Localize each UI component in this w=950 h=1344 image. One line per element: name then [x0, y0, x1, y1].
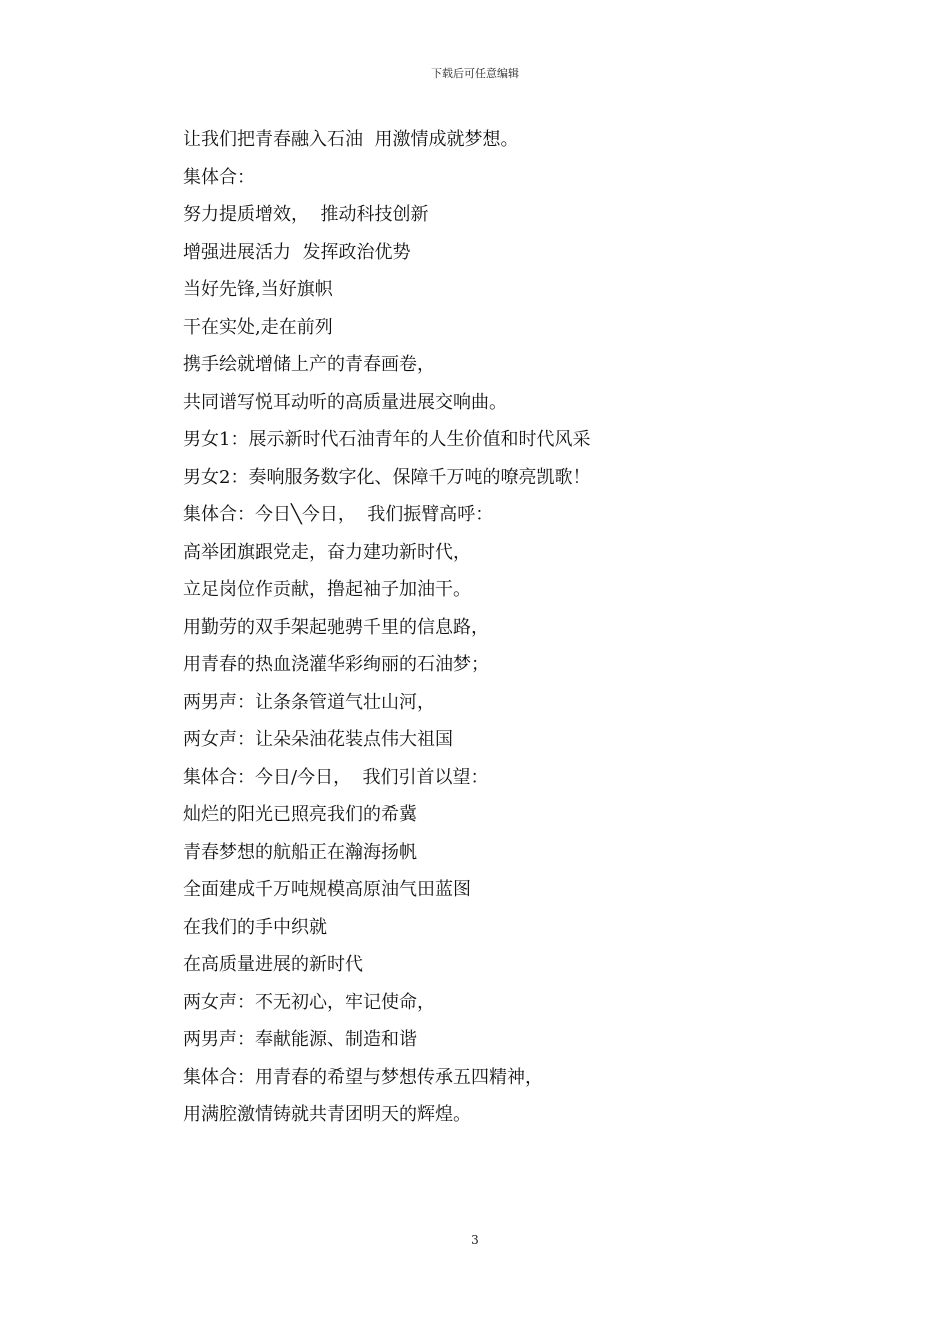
text-line: 高举团旗跟党走，奋力建功新时代， — [183, 541, 471, 563]
text-line: 两女声：不无初心，牢记使命， — [183, 991, 435, 1013]
text-line: 集体合：用青春的希望与梦想传承五四精神， — [183, 1066, 543, 1088]
text-line: 两男声：让条条管道气壮山河， — [183, 691, 435, 713]
text-line: 在我们的手中织就 — [183, 916, 327, 938]
page-header: 下载后可任意编辑 — [431, 67, 519, 80]
page-number: 3 — [471, 1233, 479, 1247]
text-line: 立足岗位作贡献，撸起袖子加油干。 — [183, 579, 471, 600]
text-line: 男女2：奏响服务数字化、保障千万吨的嘹亮凯歌！ — [183, 466, 591, 488]
text-line: 两男声：奉献能源、制造和谐 — [183, 1029, 417, 1050]
text-line: 携手绘就增储上产的青春画卷， — [183, 354, 435, 375]
text-line: 两女声：让朵朵油花装点伟大祖国 — [183, 729, 453, 750]
text-line: 全面建成千万吨规模高原油气田蓝图 — [183, 879, 471, 900]
text-line: 灿烂的阳光已照亮我们的希冀 — [183, 804, 417, 825]
text-line: 让我们把青春融入石油 用激情成就梦想。 — [183, 129, 519, 150]
text-line: 集体合：今日╲今日， 我们振臂高呼： — [183, 504, 494, 525]
text-line: 在高质量进展的新时代 — [183, 954, 363, 975]
text-line: 用勤劳的双手架起驰骋千里的信息路， — [183, 616, 489, 638]
text-line: 用满腔激情铸就共青团明天的辉煌。 — [183, 1104, 471, 1125]
text-line: 增强进展活力 发挥政治优势 — [183, 241, 411, 263]
text-line: 集体合： — [183, 166, 255, 188]
text-line: 当好先锋,当好旗帜 — [183, 279, 333, 300]
text-line: 青春梦想的航船正在瀚海扬帆 — [183, 841, 417, 863]
text-line: 用青春的热血浇灌华彩绚丽的石油梦； — [183, 654, 489, 675]
poem-body — [183, 121, 783, 1134]
text-line: 干在实处,走在前列 — [183, 316, 333, 338]
text-line: 共同谱写悦耳动听的高质量进展交响曲。 — [183, 391, 507, 413]
text-line: 男女1：展示新时代石油青年的人生价值和时代风采 — [183, 429, 591, 450]
text-line: 努力提质增效， 推动科技创新 — [183, 204, 429, 225]
text-line: 集体合：今日/今日， 我们引首以望： — [183, 766, 489, 788]
